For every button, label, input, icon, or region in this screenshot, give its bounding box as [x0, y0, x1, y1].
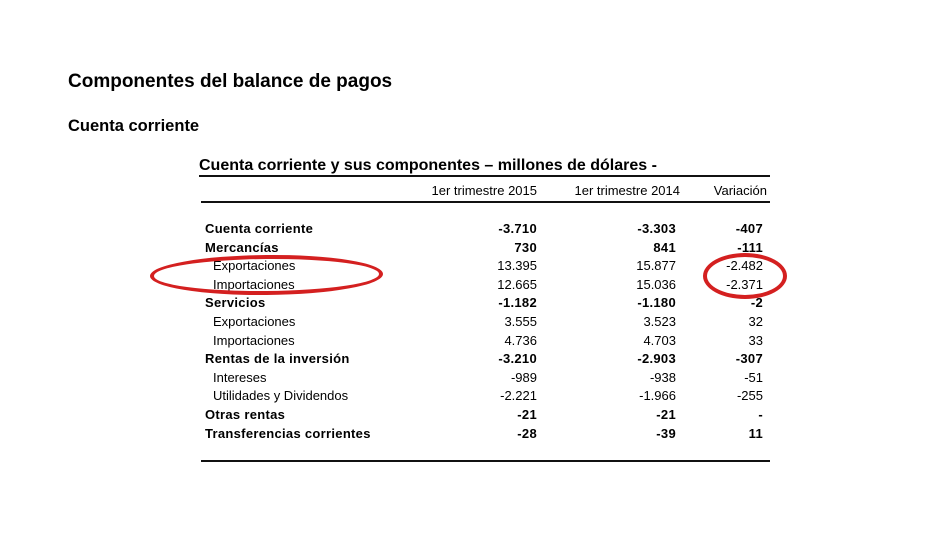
- row-label: Exportaciones: [213, 258, 296, 274]
- value-2015: -21: [517, 406, 537, 422]
- value-variacion: -2.482: [726, 258, 763, 274]
- table-row: [0, 276, 949, 295]
- table-row: [0, 257, 949, 276]
- table-row: [0, 387, 949, 406]
- table-row: [0, 332, 949, 351]
- table-row: [0, 313, 949, 332]
- section-title: Cuenta corriente: [68, 117, 200, 135]
- value-2015: -989: [510, 369, 537, 385]
- column-header-2014: 1er trimestre 2014: [574, 183, 680, 198]
- table-body: [0, 220, 949, 443]
- value-2015: -3.710: [498, 221, 537, 236]
- value-2015: 730: [514, 239, 537, 255]
- table-row: [0, 350, 949, 369]
- value-2015: 4.736: [504, 332, 537, 348]
- value-2014: -39: [656, 425, 676, 441]
- value-2014: 15.036: [636, 276, 676, 292]
- value-variacion: 33: [748, 332, 763, 348]
- row-label: Servicios: [205, 295, 266, 311]
- value-2014: -938: [649, 369, 676, 385]
- row-label: Intereses: [213, 369, 267, 385]
- value-variacion: -407: [735, 221, 763, 236]
- row-label: Otras rentas: [205, 406, 286, 422]
- table-row: [0, 294, 949, 313]
- value-variacion: 11: [748, 425, 763, 441]
- value-2014: -21: [656, 406, 676, 422]
- table-row: [0, 239, 949, 258]
- value-variacion: -111: [737, 239, 763, 255]
- value-2014: -2.903: [637, 351, 676, 367]
- table-title: Cuenta corriente y sus componentes – millones de dólares -: [199, 157, 657, 174]
- value-2015: 12.665: [497, 276, 537, 292]
- value-variacion: -307: [735, 351, 763, 367]
- table-row: [0, 425, 949, 444]
- row-label: Cuenta corriente: [205, 221, 314, 236]
- row-label: Mercancías: [205, 239, 279, 255]
- value-2015: 13.395: [497, 258, 537, 274]
- column-header-variacion: Variación: [713, 183, 767, 198]
- value-2015: -3.210: [498, 351, 537, 367]
- row-label: Transferencias corrientes: [205, 425, 371, 441]
- value-2015: -2.221: [500, 388, 537, 404]
- value-2014: -1.180: [637, 295, 676, 311]
- row-label: Importaciones: [213, 276, 295, 292]
- value-2014: 841: [653, 239, 676, 255]
- row-label: Exportaciones: [213, 313, 296, 329]
- value-variacion: 32: [748, 313, 763, 329]
- value-2015: -28: [517, 425, 537, 441]
- value-variacion: -2: [750, 295, 763, 311]
- value-variacion: -51: [744, 369, 763, 385]
- value-variacion: -: [758, 406, 763, 422]
- value-2014: 3.523: [643, 313, 676, 329]
- column-header-2015: 1er trimestre 2015: [431, 183, 537, 198]
- value-2014: 4.703: [643, 332, 676, 348]
- row-label: Rentas de la inversión: [205, 351, 350, 367]
- value-2014: 15.877: [636, 258, 676, 274]
- table-bottom-rule: [201, 460, 770, 462]
- value-2015: -1.182: [498, 295, 537, 311]
- value-variacion: -255: [736, 388, 763, 404]
- value-2014: -1.966: [639, 388, 676, 404]
- value-2014: -3.303: [637, 221, 676, 236]
- row-label: Utilidades y Dividendos: [213, 388, 349, 404]
- table-row: [0, 406, 949, 425]
- table-top-rule: [199, 175, 770, 177]
- table-row: [0, 220, 949, 239]
- page-title: Componentes del balance de pagos: [68, 71, 393, 92]
- value-variacion: -2.371: [726, 276, 763, 292]
- table-header-rule: [201, 201, 770, 203]
- value-2015: 3.555: [504, 313, 537, 329]
- table-row: [0, 369, 949, 388]
- row-label: Importaciones: [213, 332, 295, 348]
